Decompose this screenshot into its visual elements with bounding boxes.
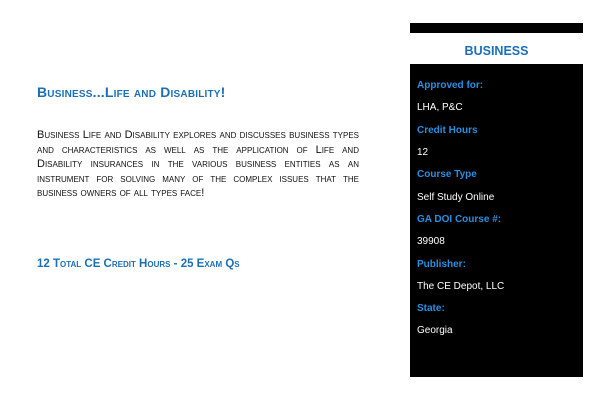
course-details-panel [410, 64, 583, 377]
credit-hours-value: 12 [417, 147, 429, 158]
course-description: Business Life and Disability explores and discusses business types and characteristics as well as the application of Life and Disability insurances in the various business entities as an instrument for solving many of the complex issues that the business owners of all types face! [37, 129, 359, 200]
course-type-value: Self Study Online [417, 192, 495, 203]
approved-for-value: LHA, P&C [417, 102, 463, 113]
course-title: Business...Life and Disability! [37, 84, 226, 100]
approved-for-label: Approved for: [417, 80, 484, 91]
course-type-label: Course Type [417, 169, 477, 180]
sidebar-top-bar [410, 23, 583, 33]
state-value: Georgia [417, 325, 453, 336]
course-number-label: GA DOI Course #: [417, 214, 502, 225]
sidebar-heading: BUSINESS [464, 44, 529, 58]
publisher-label: Publisher: [417, 259, 466, 270]
course-number-value: 39908 [417, 236, 445, 247]
publisher-value: The CE Depot, LLC [417, 281, 505, 292]
credit-summary: 12 Total CE Credit Hours - 25 Exam Qs [37, 258, 240, 270]
credit-hours-label: Credit Hours [417, 125, 478, 136]
state-label: State: [417, 303, 445, 314]
